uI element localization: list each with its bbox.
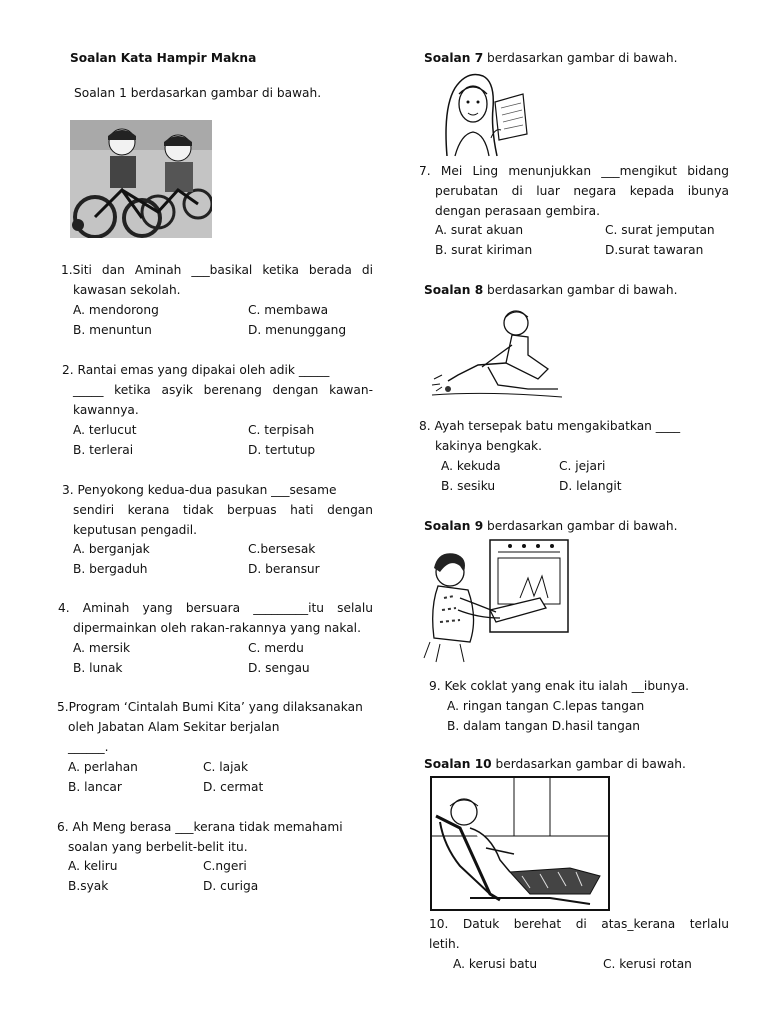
soalan-10-label: Soalan 10 [424,757,492,771]
q5-option-a: A. perlahan [68,760,138,774]
girl-with-letter-illustration [435,68,530,158]
q7-option-a: A. surat akuan [435,223,524,237]
q8-option-d: D. lelangit [559,479,622,493]
q3-line-2: sendiri kerana tidak berpuas hati dengan [73,503,373,517]
q6-line-2: soalan yang berbelit-belit itu. [68,840,248,854]
page-title: Soalan Kata Hampir Makna [70,51,257,65]
father-kicked-stone-illustration [428,305,563,405]
soalan-8-label: Soalan 8 [424,283,484,297]
q2-line-2: _____ ketika asyik berenang dengan kawan- [73,383,373,397]
soalan-9-heading [424,516,677,536]
q3-option-c: C.bersesak [248,542,316,556]
q6-line-1: 6. Ah Meng berasa ___kerana tidak memahami [57,820,343,834]
soalan-10-text: berdasarkan gambar di bawah. [491,757,686,771]
q7-line-3: dengan perasaan gembira. [435,204,600,218]
q10-line-2: letih. [429,937,460,951]
q5-line-1: 5.Program ‘Cintalah Bumi Kita’ yang dilaksanakan [57,700,363,714]
soalan-10-heading [424,754,686,774]
q6-option-a: A. keliru [68,859,118,873]
soalan-8-heading [424,280,677,300]
q5-option-c: C. lajak [203,760,249,774]
q4-option-c: C. merdu [248,641,304,655]
intro-text: Soalan 1 berdasarkan gambar di bawah. [74,86,322,100]
q7-line-2: perubatan di luar negara kepada ibunya [435,184,729,198]
q5-option-d: D. cermat [203,780,264,794]
q9-line-1: 9. Kek coklat yang enak itu ialah __ibunya. [429,679,690,693]
q7-line-1: 7. Mei Ling menunjukkan ___mengikut bidang [419,164,729,178]
q7-option-d: D.surat tawaran [605,243,704,257]
q3-line-1: 3. Penyokong kedua-dua pasukan ___sesame [62,483,337,497]
q5-option-b: B. lancar [68,780,122,794]
q8-option-b: B. sesiku [441,479,496,493]
q7-option-b: B. surat kiriman [435,243,533,257]
q8-line-2: kakinya bengkak. [435,439,542,453]
q6-option-d: D. curiga [203,879,259,893]
q1-option-a: A. mendorong [73,303,159,317]
q9-options-row-1: A. ringan tangan C.lepas tangan [447,699,645,713]
grandfather-resting-illustration [430,776,610,911]
q4-option-b: B. lunak [73,661,123,675]
q8-option-c: C. jejari [559,459,606,473]
q1-line-1: 1.Siti dan Aminah ___basikal ketika berada di [61,263,373,277]
bicycle-boys-illustration [70,120,212,238]
q4-option-a: A. mersik [73,641,131,655]
q1-option-c: C. membawa [248,303,329,317]
q4-line-2: dipermainkan oleh rakan-rakannya yang nakal. [73,621,361,635]
q1-option-b: B. menuntun [73,323,152,337]
q1-option-d: D. menunggang [248,323,347,337]
q4-line-1: 4. Aminah yang bersuara _________itu selalu [58,601,373,615]
soalan-7-label: Soalan 7 [424,51,484,65]
q2-option-b: B. terlerai [73,443,134,457]
q5-line-2: oleh Jabatan Alam Sekitar berjalan [68,720,280,734]
q1-line-2: kawasan sekolah. [73,283,181,297]
soalan-7-text: berdasarkan gambar di bawah. [483,51,678,65]
q10-line-1: 10. Datuk berehat di atas_kerana terlalu [429,917,729,931]
q3-option-a: A. berganjak [73,542,150,556]
soalan-7-heading [424,48,677,68]
q7-option-c: C. surat jemputan [605,223,715,237]
soalan-9-text: berdasarkan gambar di bawah. [483,519,678,533]
q9-options-row-2: B. dalam tangan D.hasil tangan [447,719,641,733]
q8-option-a: A. kekuda [441,459,501,473]
soalan-8-text: berdasarkan gambar di bawah. [483,283,678,297]
q2-option-d: D. tertutup [248,443,316,457]
q2-option-c: C. terpisah [248,423,315,437]
woman-baking-cake-illustration [420,538,570,666]
q8-line-1: 8. Ayah tersepak batu mengakibatkan ____ [419,419,681,433]
q2-line-1: 2. Rantai emas yang dipakai oleh adik _____ [62,363,330,377]
q10-option-a: A. kerusi batu [453,957,538,971]
q3-option-b: B. bergaduh [73,562,148,576]
q6-option-c: C.ngeri [203,859,247,873]
q10-option-c: C. kerusi rotan [603,957,692,971]
q6-option-b: B.syak [68,879,109,893]
soalan-9-label: Soalan 9 [424,519,484,533]
q2-line-3: kawannya. [73,403,139,417]
q2-option-a: A. terlucut [73,423,137,437]
q3-line-3: keputusan pengadil. [73,523,198,537]
q4-option-d: D. sengau [248,661,310,675]
q5-line-3: ______. [68,740,109,754]
q3-option-d: D. beransur [248,562,320,576]
